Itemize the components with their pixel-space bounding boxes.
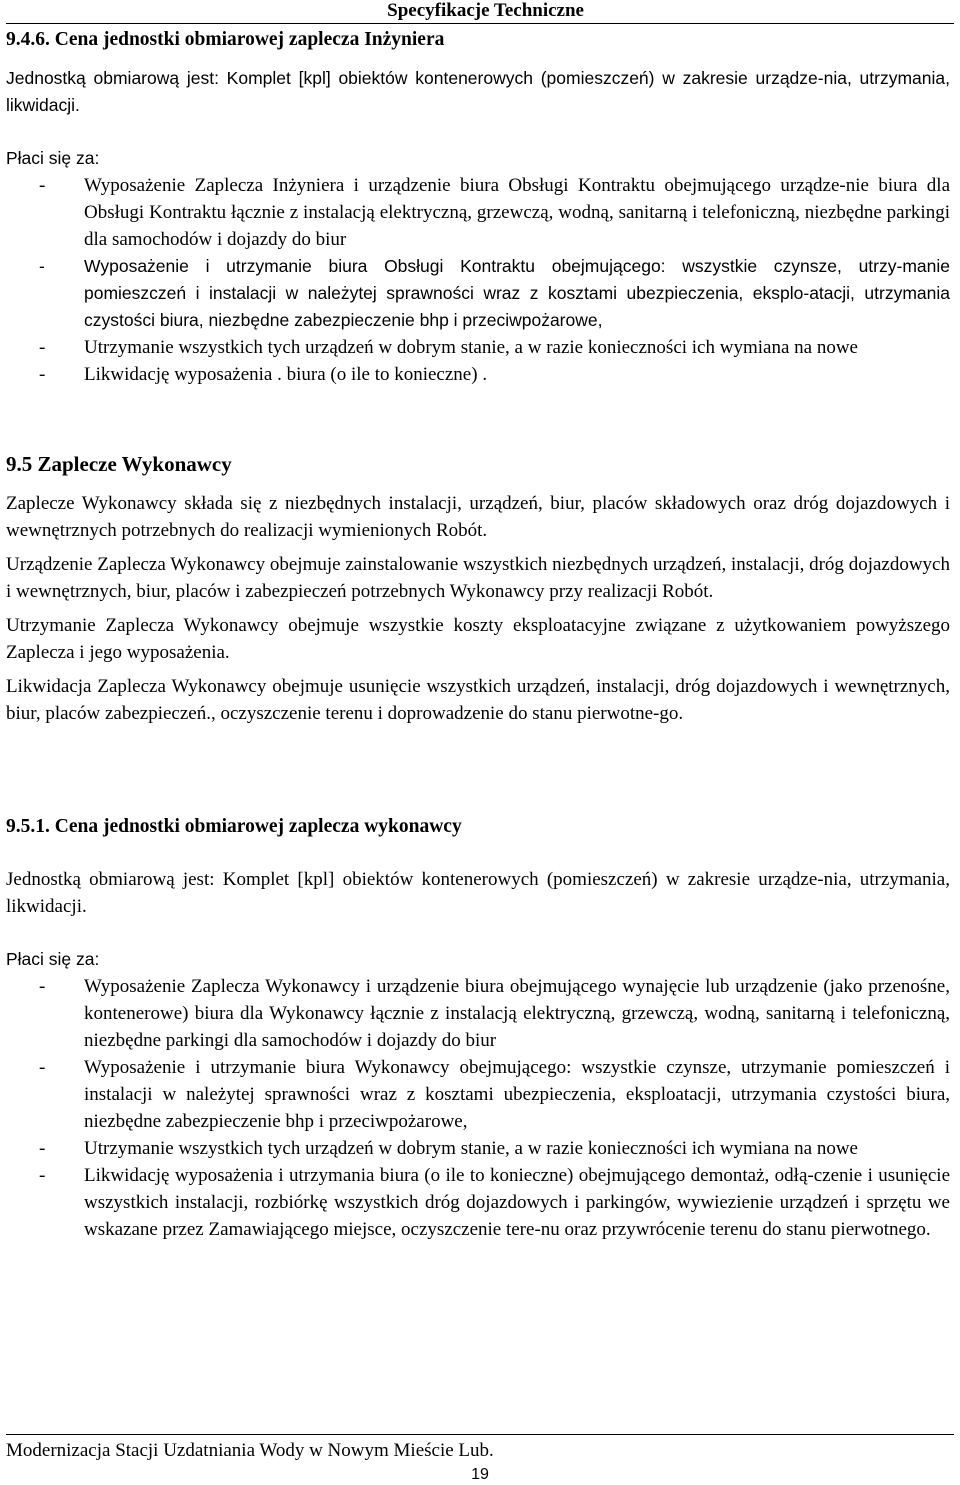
list-bullet: - <box>39 256 45 276</box>
list-item <box>6 172 950 253</box>
list-item-text: Wyposażenie i utrzymanie biura Obsługi Kontraktu obejmującego: wszystkie czynsze, utrzy-manie pomieszczeń i instalacji w należytej sprawności wraz z kosztami ubezpieczenia, eksplo-atacji, utrzymania czystości biura, niezbędne zabezpieczenie bhp i przeciwpożarowe, <box>84 256 950 330</box>
list-bullet: - <box>39 976 46 997</box>
list-bullet: - <box>39 1138 46 1159</box>
list-bullet: - <box>39 1165 46 1186</box>
list-item-text: Likwidację wyposażenia . biura (o ile to konieczne) . <box>84 364 488 385</box>
unit-text: Jednostką obmiarową jest: Komplet [kpl] obiektów kontenerowych (pomieszczeń) w zakresie urządze-nia, utrzymania, likwidacji. <box>6 68 950 115</box>
list-item <box>6 334 950 361</box>
header-rule <box>6 23 954 24</box>
list-item <box>6 973 950 1054</box>
running-header: Specyfikacje Techniczne <box>387 0 584 21</box>
section-9-4-6 <box>6 28 950 52</box>
list-item <box>6 1135 950 1162</box>
page-number: 19 <box>471 1466 489 1483</box>
paragraph: Likwidacja Zaplecza Wykonawcy obejmuje usunięcie wszystkich urządzeń, instalacji, dróg dojazdowych i wewnętrznych, biur, placów zabezpieczeń., oczyszczenie terenu i doprowadzenie do stanu pierwotne-go. <box>6 676 950 724</box>
pay-list-block <box>6 946 950 1243</box>
unit-text: Jednostką obmiarową jest: Komplet [kpl] obiektów kontenerowych (pomieszczeń) w zakresie urządze-nia, utrzymania, likwidacji. <box>6 869 950 917</box>
footer-rule <box>6 1434 954 1435</box>
list-item-text: Wyposażenie i utrzymanie biura Wykonawcy obejmującego: wszystkie czynsze, utrzymanie pomieszczeń i instalacji w należytej sprawności wraz z kosztami ubezpieczenia, eksploatacji, utrzymania czystości biura, niezbędne zabezpieczenie bhp i przeciwpożarowe, <box>84 1057 950 1132</box>
unit-paragraph <box>6 866 950 920</box>
section-9-5-body <box>6 490 950 727</box>
list-item-text: Utrzymanie wszystkich tych urządzeń w dobrym stanie, a w razie konieczności ich wymiana na nowe <box>84 1138 858 1159</box>
section-heading: 9.4.6. Cena jednostki obmiarowej zaplecza Inżyniera <box>6 29 445 50</box>
pay-intro: Płaci się za: <box>6 949 100 969</box>
paragraph: Utrzymanie Zaplecza Wykonawcy obejmuje wszystkie koszty eksploatacyjne związane z użytkowaniem powyższego Zaplecza i jego wyposażenia. <box>6 615 950 663</box>
section-9-5-1 <box>6 815 950 839</box>
list-item-text: Wyposażenie Zaplecza Inżyniera i urządzenie biura Obsługi Kontraktu obejmującego urządze-nie biura dla Obsługi Kontraktu łącznie z instalacją elektryczną, grzewczą, wodną, sanitarną i telefoniczną, niezbędne parkingi dla samochodów i dojazdy do biur <box>84 175 950 250</box>
pay-list-block <box>6 145 950 388</box>
list-bullet: - <box>39 1057 46 1078</box>
list-item <box>6 253 950 334</box>
list-item <box>6 1162 950 1243</box>
pay-list <box>6 172 950 388</box>
section-heading: 9.5.1. Cena jednostki obmiarowej zaplecza wykonawcy <box>6 816 462 837</box>
list-item-text: Wyposażenie Zaplecza Wykonawcy i urządzenie biura obejmującego wynajęcie lub urządzenie (jako przenośne, kontenerowe) biura dla Wykonawcy łącznie z instalacją elektryczną, grzewczą, wodną, sanitarną i telefoniczną, niezbędne parkingi dla samochodów i dojazdy do biur <box>84 976 950 1051</box>
list-bullet: - <box>39 337 46 358</box>
list-item-text: Likwidację wyposażenia i utrzymania biura (o ile to konieczne) obejmującego demontaż, odłą-czenie i usunięcie wszystkich instalacji, rozbiórkę wszystkich dróg dojazdowych i parkingów, wywiezienie urządzeń i sprzętu we wskazane przez Zamawiającego miejsce, oczyszczenie tere-nu oraz przywrócenie terenu do stanu pierwotnego. <box>84 1165 950 1240</box>
footer-project-title: Modernizacja Stacji Uzdatniania Wody w Nowym Mieście Lub. <box>6 1440 494 1461</box>
pay-intro: Płaci się za: <box>6 148 100 168</box>
section-9-5 <box>6 451 950 477</box>
list-bullet: - <box>39 175 46 196</box>
list-item-text: Utrzymanie wszystkich tych urządzeń w dobrym stanie, a w razie konieczności ich wymiana na nowe <box>84 337 858 358</box>
paragraph: Urządzenie Zaplecza Wykonawcy obejmuje zainstalowanie wszystkich niezbędnych urządzeń, instalacji, dróg dojazdowych i wewnętrznych, biur, placów i zabezpieczeń potrzebnych Wykonawcy przy realizacji Robót. <box>6 554 950 602</box>
pay-list <box>6 973 950 1243</box>
paragraph: Zaplecze Wykonawcy składa się z niezbędnych instalacji, urządzeń, biur, placów składowych oraz dróg dojazdowych i wewnętrznych potrzebnych do realizacji wymienionych Robót. <box>6 493 950 541</box>
unit-paragraph <box>6 65 950 119</box>
list-item <box>6 1054 950 1135</box>
list-item <box>6 361 950 388</box>
list-bullet: - <box>39 364 46 385</box>
section-heading: 9.5 Zaplecze Wykonawcy <box>6 452 232 476</box>
